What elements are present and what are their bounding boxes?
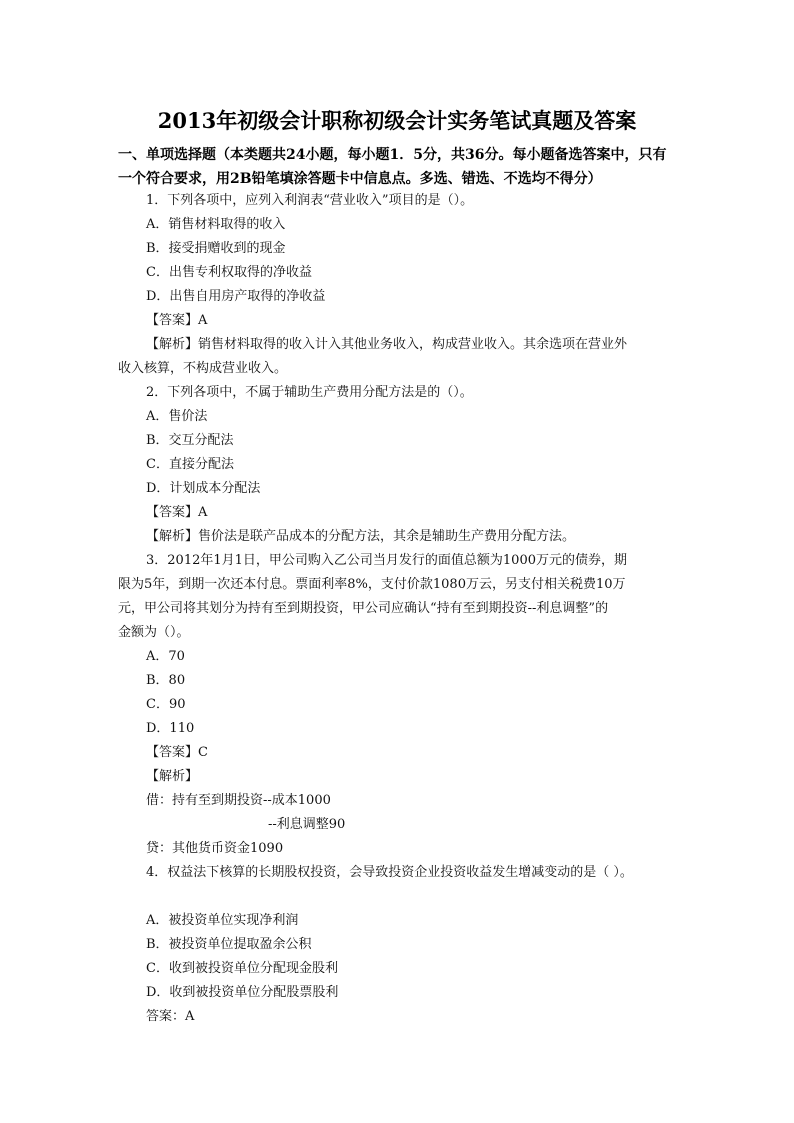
question-1-analysis-cont: 收入核算，不构成营业收入。 bbox=[118, 361, 288, 376]
question-3-stem-cont-3: 金额为（）。 bbox=[118, 625, 190, 640]
question-3-option-a: A．70 bbox=[146, 649, 185, 664]
question-4-option-c: C．收到被投资单位分配现金股利 bbox=[146, 961, 338, 976]
question-1-option-a: A．销售材料取得的收入 bbox=[146, 217, 286, 232]
blank-line bbox=[118, 885, 676, 909]
question-3-option-c: C．90 bbox=[146, 697, 186, 712]
question-3-option-b: B．80 bbox=[146, 673, 186, 688]
question-2-option-d: D．计划成本分配法 bbox=[146, 481, 261, 496]
question-2-analysis: 【解析】售价法是联产品成本的分配方法，其余是辅助生产费用分配方法。 bbox=[146, 529, 576, 544]
question-1-option-d: D．出售自用房产取得的净收益 bbox=[146, 289, 326, 304]
question-list bbox=[118, 189, 676, 1029]
question-4-stem: 4．权益法下核算的长期股权投资，会导致投资企业投资收益发生增减变动的是（ ）。 bbox=[146, 865, 633, 880]
question-3-stem-cont-2: 元，甲公司将其划分为持有至到期投资，甲公司应确认“持有至到期投资--利息调整”的 bbox=[118, 601, 609, 616]
question-1-option-b: B．接受捐赠收到的现金 bbox=[146, 241, 286, 256]
question-1-analysis: 【解析】销售材料取得的收入计入其他业务收入，构成营业收入。其余选项在营业外 bbox=[146, 337, 628, 352]
question-2-option-a: A．售价法 bbox=[146, 409, 208, 424]
question-1-stem: 1．下列各项中，应列入利润表“营业收入”项目的是（）。 bbox=[146, 193, 474, 208]
question-4-answer: 答案：A bbox=[146, 1009, 195, 1024]
question-2-option-c: C．直接分配法 bbox=[146, 457, 234, 472]
section-heading: 一、单项选择题（本类题共24小题，每小题1．5分，共36分。每小题备选答案中，只有一个符合要求，用2B铅笔填涂答题卡中信息点。多选、错选、不选均不得分） bbox=[118, 147, 667, 187]
question-3-option-d: D．110 bbox=[146, 721, 195, 736]
question-1-answer: 【答案】A bbox=[146, 313, 208, 328]
question-4-option-b: B．被投资单位提取盈余公积 bbox=[146, 937, 312, 952]
question-3-stem-cont-1: 限为5年，到期一次还本付息。票面利率8%，支付价款1080万云，另支付相关税费10万 bbox=[118, 577, 626, 592]
question-1-option-c: C．出售专利权取得的净收益 bbox=[146, 265, 312, 280]
question-3-answer: 【答案】C bbox=[146, 745, 208, 760]
question-4-option-d: D．收到被投资单位分配股票股利 bbox=[146, 985, 339, 1000]
document-title: 2013年初级会计职称初级会计实务笔试真题及答案 bbox=[157, 108, 637, 133]
question-2-option-b: B．交互分配法 bbox=[146, 433, 234, 448]
question-2-stem: 2．下列各项中，不属于辅助生产费用分配方法是的（）。 bbox=[146, 385, 473, 400]
question-3-entry-debit-cont: --利息调整90 bbox=[268, 817, 346, 832]
question-3-entry-debit: 借：持有至到期投资--成本1000 bbox=[146, 793, 331, 808]
question-4-option-a: A．被投资单位实现净利润 bbox=[146, 913, 299, 928]
question-3-stem: 3．2012年1月1日，甲公司购入乙公司当月发行的面值总额为1000万元的债券，期 bbox=[146, 553, 627, 568]
question-2-answer: 【答案】A bbox=[146, 505, 208, 520]
question-3-entry-credit: 贷：其他货币资金1090 bbox=[146, 841, 284, 856]
question-3-analysis-label: 【解析】 bbox=[146, 769, 199, 784]
